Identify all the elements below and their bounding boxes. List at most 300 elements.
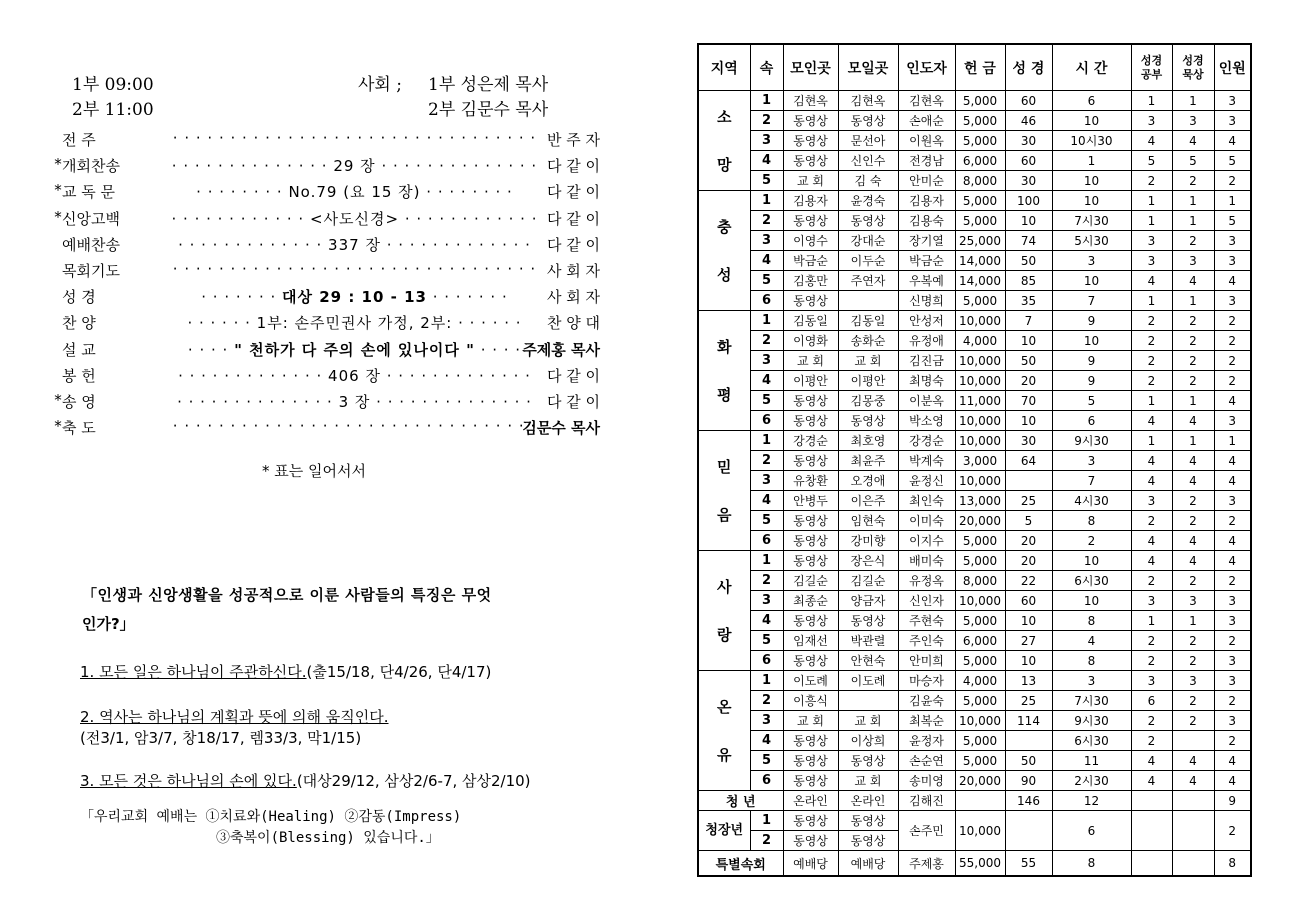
order-who: 다 같 이 xyxy=(546,393,600,411)
table-cell: 2 xyxy=(1131,651,1172,671)
table-cell: 김현옥 xyxy=(898,91,955,111)
order-label: 예배찬송 xyxy=(62,235,120,254)
table-cell: 2 xyxy=(1172,631,1214,651)
group-number: 4 xyxy=(750,611,783,631)
table-cell: 2 xyxy=(1131,711,1172,731)
table-cell: 3 xyxy=(1052,251,1131,271)
table-row xyxy=(698,611,1251,631)
point-3-ref: (대상29/12, 삼상2/6-7, 삼상2/10) xyxy=(296,772,531,790)
table-cell: 64 xyxy=(1005,451,1052,471)
table-cell: 3 xyxy=(1131,251,1172,271)
table-cell: 10 xyxy=(1052,111,1131,131)
table-cell: 5,000 xyxy=(955,531,1005,551)
table-cell: 4 xyxy=(1172,771,1214,791)
table-cell: 2 xyxy=(1131,511,1172,531)
order-who: 다 같 이 xyxy=(546,183,600,202)
table-row xyxy=(698,351,1251,371)
table-cell: 10,000 xyxy=(955,411,1005,431)
table-cell: 6 xyxy=(1131,691,1172,711)
table-cell: 전경남 xyxy=(898,151,955,171)
table-cell: 동영상 xyxy=(783,751,838,771)
group-number: 2 xyxy=(750,211,783,231)
group-number: 2 xyxy=(750,451,783,471)
table-cell: 동영상 xyxy=(838,831,898,851)
table-cell: 10 xyxy=(1052,551,1131,571)
table-cell: 2 xyxy=(1172,691,1214,711)
table-cell: 동영상 xyxy=(783,391,838,411)
table-cell: 10 xyxy=(1052,171,1131,191)
table-cell: 55,000 xyxy=(955,851,1005,877)
table-cell: 25 xyxy=(1005,691,1052,711)
table-cell: 우복예 xyxy=(898,271,955,291)
table-cell: 10,000 xyxy=(955,471,1005,491)
table-cell: 동영상 xyxy=(783,511,838,531)
region-cell: 충 성 xyxy=(698,191,750,311)
order-row xyxy=(52,260,600,284)
table-row xyxy=(698,431,1251,451)
table-cell: 1 xyxy=(1131,211,1172,231)
table-cell: 1 xyxy=(1214,431,1251,451)
table-cell: 4 xyxy=(1172,471,1214,491)
point-3-text: 3. 모든 것은 하나님의 손에 있다. xyxy=(80,772,297,790)
table-row xyxy=(698,751,1251,771)
table-cell: 동영상 xyxy=(783,411,838,431)
attendance-table xyxy=(697,43,1252,877)
table-cell: 최종순 xyxy=(783,591,838,611)
table-row xyxy=(698,231,1251,251)
table-cell: 이평안 xyxy=(838,371,898,391)
group-number: 1 xyxy=(750,431,783,451)
table-header-row xyxy=(698,44,1251,91)
table-row xyxy=(698,631,1251,651)
table-cell: 10,000 xyxy=(955,351,1005,371)
order-who: 주제홍 목사 xyxy=(522,340,600,359)
order-middle: · · · · · · · · · · · · · 337 장 · · · · · · · · · · · · · xyxy=(178,235,531,254)
region-cell: 소 망 xyxy=(698,91,750,191)
table-cell: 김용숙 xyxy=(898,211,955,231)
table-cell: 박금순 xyxy=(898,251,955,271)
table-cell: 3 xyxy=(1052,451,1131,471)
table-cell: 10시30 xyxy=(1052,131,1131,151)
order-middle: · · · · · · · · · · · · · · 29 장 · · · · · · · · · · · · · · xyxy=(171,157,538,176)
table-cell: 동영상 xyxy=(838,111,898,131)
table-cell: 주제홍 xyxy=(898,851,955,877)
table-cell: 동영상 xyxy=(838,211,898,231)
table-cell: 10 xyxy=(1005,651,1052,671)
order-label: 전 주 xyxy=(62,131,96,149)
table-cell: 1 xyxy=(1172,391,1214,411)
table-cell: 동영상 xyxy=(838,611,898,631)
table-cell: 교 회 xyxy=(838,351,898,371)
table-cell: 2 xyxy=(1131,571,1172,591)
order-row xyxy=(52,129,600,153)
table-cell: 이영화 xyxy=(783,331,838,351)
table-cell: 손순연 xyxy=(898,751,955,771)
order-label: 개회찬송 xyxy=(62,157,120,176)
table-cell: 6시30 xyxy=(1052,571,1131,591)
table-cell: 동영상 xyxy=(783,131,838,151)
group-number: 3 xyxy=(750,231,783,251)
table-cell: 강대순 xyxy=(838,231,898,251)
table-cell: 3 xyxy=(1214,671,1251,691)
table-cell: 6시30 xyxy=(1052,731,1131,751)
order-star: * xyxy=(54,181,62,200)
table-cell: 3 xyxy=(1172,251,1214,271)
order-row xyxy=(52,155,600,179)
table-cell: 동영상 xyxy=(783,291,838,311)
table-cell: 2 xyxy=(1131,731,1172,751)
table-cell: 신인수 xyxy=(838,151,898,171)
table-cell: 신인자 xyxy=(898,591,955,611)
table-cell: 2 xyxy=(1172,651,1214,671)
table-cell: 김용자 xyxy=(783,191,838,211)
table-cell: 2 xyxy=(1052,531,1131,551)
host-label: 사회 ; xyxy=(358,75,402,95)
table-cell: 8 xyxy=(1052,651,1131,671)
table-cell: 60 xyxy=(1005,91,1052,111)
table-row xyxy=(698,271,1251,291)
table-cell: 10,000 xyxy=(955,311,1005,331)
table-cell: 14,000 xyxy=(955,271,1005,291)
table-cell: 김몽중 xyxy=(838,391,898,411)
table-cell: 김홍만 xyxy=(783,271,838,291)
table-cell: 4 xyxy=(1172,271,1214,291)
table-cell: 2 xyxy=(1172,511,1214,531)
table-cell: 4 xyxy=(1214,391,1251,411)
table-cell: 74 xyxy=(1005,231,1052,251)
table-cell: 8 xyxy=(1052,611,1131,631)
table-cell: 3 xyxy=(1052,671,1131,691)
order-middle-text: <사도신경> xyxy=(309,209,400,228)
table-cell: 2 xyxy=(1131,371,1172,391)
question-line-1: 「인생과 신앙생활을 성공적으로 이룬 사람들의 특징은 무엇 xyxy=(82,586,492,604)
table-row xyxy=(698,591,1251,611)
table-cell: 3 xyxy=(1214,291,1251,311)
order-star: * xyxy=(54,417,62,436)
table-cell: 2 xyxy=(1214,351,1251,371)
table-cell xyxy=(838,291,898,311)
table-cell: 온라인 xyxy=(838,791,898,811)
table-cell: 2 xyxy=(1214,371,1251,391)
table-cell: 최명숙 xyxy=(898,371,955,391)
table-cell: 4 xyxy=(1131,411,1172,431)
col-header: 속 xyxy=(750,44,783,91)
region-cell: 사 랑 xyxy=(698,551,750,671)
group-number: 5 xyxy=(750,751,783,771)
group-number: 2 xyxy=(750,111,783,131)
table-cell: 안미희 xyxy=(898,651,955,671)
table-cell: 4 xyxy=(1172,411,1214,431)
table-cell: 2 xyxy=(1172,371,1214,391)
table-cell: 3 xyxy=(1131,111,1172,131)
group-number: 2 xyxy=(750,571,783,591)
order-who: 반 주 자 xyxy=(546,131,600,149)
table-cell: 주연자 xyxy=(838,271,898,291)
table-row xyxy=(698,491,1251,511)
table-cell: 1 xyxy=(1131,91,1172,111)
order-who: 다 같 이 xyxy=(546,366,600,385)
table-cell: 4 xyxy=(1214,751,1251,771)
table-cell: 2 xyxy=(1214,511,1251,531)
order-row xyxy=(52,365,600,389)
group-number: 6 xyxy=(750,291,783,311)
table-cell: 동영상 xyxy=(783,611,838,631)
table-cell: 4 xyxy=(1131,771,1172,791)
table-row xyxy=(698,651,1251,671)
table-cell xyxy=(955,791,1005,811)
table-cell: 김길순 xyxy=(783,571,838,591)
table-cell: 장은식 xyxy=(838,551,898,571)
region-cell: 특별속회 xyxy=(698,851,783,877)
table-row xyxy=(698,171,1251,191)
table-cell: 4 xyxy=(1214,131,1251,151)
table-cell: 동영상 xyxy=(838,751,898,771)
table-cell: 2 xyxy=(1214,631,1251,651)
young-row xyxy=(698,811,1251,831)
order-who: 찬 양 대 xyxy=(546,314,600,333)
table-cell: 5,000 xyxy=(955,191,1005,211)
table-cell: 90 xyxy=(1005,771,1052,791)
table-row xyxy=(698,671,1251,691)
table-cell: 25 xyxy=(1005,491,1052,511)
table-cell: 동영상 xyxy=(783,831,838,851)
table-row xyxy=(698,771,1251,791)
question-line-2: 인가?」 xyxy=(82,615,135,633)
col-header: 시 간 xyxy=(1052,44,1131,91)
table-cell: 8 xyxy=(1052,851,1131,877)
table-cell: 2 xyxy=(1172,571,1214,591)
table-cell: 유정애 xyxy=(898,331,955,351)
order-label: 설 교 xyxy=(62,340,96,359)
group-number: 1 xyxy=(750,191,783,211)
table-cell: 이두순 xyxy=(838,251,898,271)
table-cell: 11,000 xyxy=(955,391,1005,411)
table-row xyxy=(698,471,1251,491)
table-cell: 김현옥 xyxy=(783,91,838,111)
table-cell: 3,000 xyxy=(955,451,1005,471)
order-row xyxy=(52,417,600,441)
table-cell: 2 xyxy=(1214,171,1251,191)
table-row xyxy=(698,91,1251,111)
table-cell: 30 xyxy=(1005,431,1052,451)
table-cell: 5,000 xyxy=(955,651,1005,671)
table-cell: 2 xyxy=(1172,491,1214,511)
table-cell: 7시30 xyxy=(1052,691,1131,711)
table-cell: 9시30 xyxy=(1052,431,1131,451)
point-2-ref: (전3/1, 암3/7, 창18/17, 렘33/3, 막1/15) xyxy=(80,729,362,747)
order-row xyxy=(52,391,600,415)
group-number: 2 xyxy=(750,331,783,351)
table-cell: 송화순 xyxy=(838,331,898,351)
group-number: 6 xyxy=(750,531,783,551)
order-label: 교 독 문 xyxy=(62,183,116,202)
group-number: 6 xyxy=(750,771,783,791)
table-row xyxy=(698,371,1251,391)
table-cell: 예배당 xyxy=(783,851,838,877)
order-label: 찬 양 xyxy=(62,314,96,333)
table-cell: 2 xyxy=(1131,171,1172,191)
table-cell: 1 xyxy=(1131,611,1172,631)
table-cell xyxy=(1172,731,1214,751)
table-cell: 6 xyxy=(1052,411,1131,431)
point-1-ref: (출15/18, 단4/26, 단4/17) xyxy=(306,663,492,681)
table-cell: 5,000 xyxy=(955,551,1005,571)
table-cell: 동영상 xyxy=(783,211,838,231)
order-star: * xyxy=(54,155,62,174)
table-cell: 안미순 xyxy=(898,171,955,191)
table-cell: 4,000 xyxy=(955,331,1005,351)
table-cell: 김용자 xyxy=(898,191,955,211)
table-cell: 1 xyxy=(1052,151,1131,171)
table-cell: 4 xyxy=(1172,531,1214,551)
table-cell xyxy=(1131,851,1172,877)
table-cell: 5,000 xyxy=(955,91,1005,111)
table-row xyxy=(698,191,1251,211)
order-middle: · · · · · · · · · · · · · · 3 장 · · · · · · · · · · · · · · xyxy=(177,393,532,411)
group-number: 3 xyxy=(750,131,783,151)
table-cell: 10 xyxy=(1052,271,1131,291)
table-cell: 4 xyxy=(1131,131,1172,151)
table-cell: 20 xyxy=(1005,531,1052,551)
table-cell: 예배당 xyxy=(838,851,898,877)
table-cell: 4 xyxy=(1172,131,1214,151)
table-cell: 동영상 xyxy=(783,811,838,831)
table-row xyxy=(698,551,1251,571)
table-cell: 10,000 xyxy=(955,711,1005,731)
table-cell: 3 xyxy=(1214,231,1251,251)
table-cell: 10,000 xyxy=(955,431,1005,451)
table-cell: 50 xyxy=(1005,251,1052,271)
table-cell: 6 xyxy=(1052,91,1131,111)
table-cell: 1 xyxy=(1172,91,1214,111)
table-cell: 교 회 xyxy=(838,711,898,731)
table-cell: 4시30 xyxy=(1052,491,1131,511)
table-cell: 박관렬 xyxy=(838,631,898,651)
table-cell: 13,000 xyxy=(955,491,1005,511)
table-row xyxy=(698,391,1251,411)
table-cell: 9 xyxy=(1214,791,1251,811)
table-cell: 1 xyxy=(1131,291,1172,311)
table-cell xyxy=(1172,851,1214,877)
table-cell: 마승자 xyxy=(898,671,955,691)
col-header: 지역 xyxy=(698,44,750,91)
table-cell: 1 xyxy=(1131,431,1172,451)
order-middle: · · · · · · · · · · · · · · · · · · · · · · · · · · · · · · · · xyxy=(172,260,537,278)
table-cell: 46 xyxy=(1005,111,1052,131)
order-star: * xyxy=(54,391,62,409)
group-number: 1 xyxy=(750,311,783,331)
table-cell: 이분옥 xyxy=(898,391,955,411)
table-cell: 11 xyxy=(1052,751,1131,771)
table-cell: 55 xyxy=(1005,851,1052,877)
table-cell: 송미영 xyxy=(898,771,955,791)
table-cell: 3 xyxy=(1172,111,1214,131)
table-cell: 동영상 xyxy=(783,771,838,791)
table-cell: 윤정자 xyxy=(898,731,955,751)
table-cell: 3 xyxy=(1131,671,1172,691)
table-cell: 교 회 xyxy=(838,771,898,791)
order-row xyxy=(52,312,600,336)
table-cell: 4 xyxy=(1131,751,1172,771)
table-cell: 7 xyxy=(1005,311,1052,331)
order-label: 신앙고백 xyxy=(62,209,120,228)
table-cell: 동영상 xyxy=(783,111,838,131)
table-cell: 20 xyxy=(1005,551,1052,571)
table-cell: 9 xyxy=(1052,351,1131,371)
table-cell: 손애순 xyxy=(898,111,955,131)
region-cell: 청장년 xyxy=(698,811,750,851)
table-cell: 동영상 xyxy=(838,811,898,831)
table-row xyxy=(698,151,1251,171)
table-cell: 3 xyxy=(1131,231,1172,251)
table-cell xyxy=(1005,471,1052,491)
table-cell: 4 xyxy=(1172,551,1214,571)
table-cell: 최인숙 xyxy=(898,491,955,511)
table-cell: 30 xyxy=(1005,131,1052,151)
order-label: 송 영 xyxy=(62,393,96,411)
table-cell: 50 xyxy=(1005,351,1052,371)
youth-row xyxy=(698,791,1251,811)
service-2-time: 2부 11:00 xyxy=(72,100,154,120)
group-number: 3 xyxy=(750,351,783,371)
table-cell: 이원옥 xyxy=(898,131,955,151)
region-cell: 온 유 xyxy=(698,671,750,791)
order-middle: · · · · · · · · · · · · · · · · · · · · · · · · · · · · · · · · xyxy=(172,129,537,147)
table-cell: 6 xyxy=(1052,811,1131,851)
table-cell: 4 xyxy=(1214,471,1251,491)
group-number: 5 xyxy=(750,631,783,651)
table-cell xyxy=(838,691,898,711)
table-cell: 이평안 xyxy=(783,371,838,391)
table-cell xyxy=(1005,811,1052,851)
order-star: * xyxy=(54,207,62,226)
table-cell xyxy=(1172,811,1214,851)
table-cell: 강경순 xyxy=(898,431,955,451)
motto-line-1: 「우리교회 예배는 ①치료와(Healing) ②감동(Impress) xyxy=(80,809,462,825)
table-cell: 동영상 xyxy=(783,151,838,171)
group-number: 6 xyxy=(750,651,783,671)
table-cell: 5 xyxy=(1052,391,1131,411)
order-row xyxy=(52,181,600,205)
table-cell: 114 xyxy=(1005,711,1052,731)
table-cell: 5 xyxy=(1172,151,1214,171)
table-row xyxy=(698,731,1251,751)
table-cell: 9 xyxy=(1052,311,1131,331)
col-header: 인도자 xyxy=(898,44,955,91)
table-cell: 8,000 xyxy=(955,171,1005,191)
table-cell: 4 xyxy=(1131,531,1172,551)
table-cell: 10,000 xyxy=(955,811,1005,851)
table-cell: 1 xyxy=(1172,211,1214,231)
table-cell: 10 xyxy=(1005,331,1052,351)
table-cell: 손주민 xyxy=(898,811,955,851)
table-cell: 10 xyxy=(1052,331,1131,351)
group-number: 5 xyxy=(750,391,783,411)
table-cell: 30 xyxy=(1005,171,1052,191)
table-cell: 20,000 xyxy=(955,771,1005,791)
host-2: 2부 김문수 목사 xyxy=(428,100,549,120)
table-cell: 4 xyxy=(1172,751,1214,771)
order-who: 사 회 자 xyxy=(546,288,600,307)
table-cell: 1 xyxy=(1172,611,1214,631)
table-cell: 60 xyxy=(1005,151,1052,171)
table-cell: 김동일 xyxy=(783,311,838,331)
order-row xyxy=(52,286,600,310)
order-label: 봉 헌 xyxy=(62,366,96,385)
table-row xyxy=(698,131,1251,151)
table-cell: 임현숙 xyxy=(838,511,898,531)
table-cell: 김진금 xyxy=(898,351,955,371)
